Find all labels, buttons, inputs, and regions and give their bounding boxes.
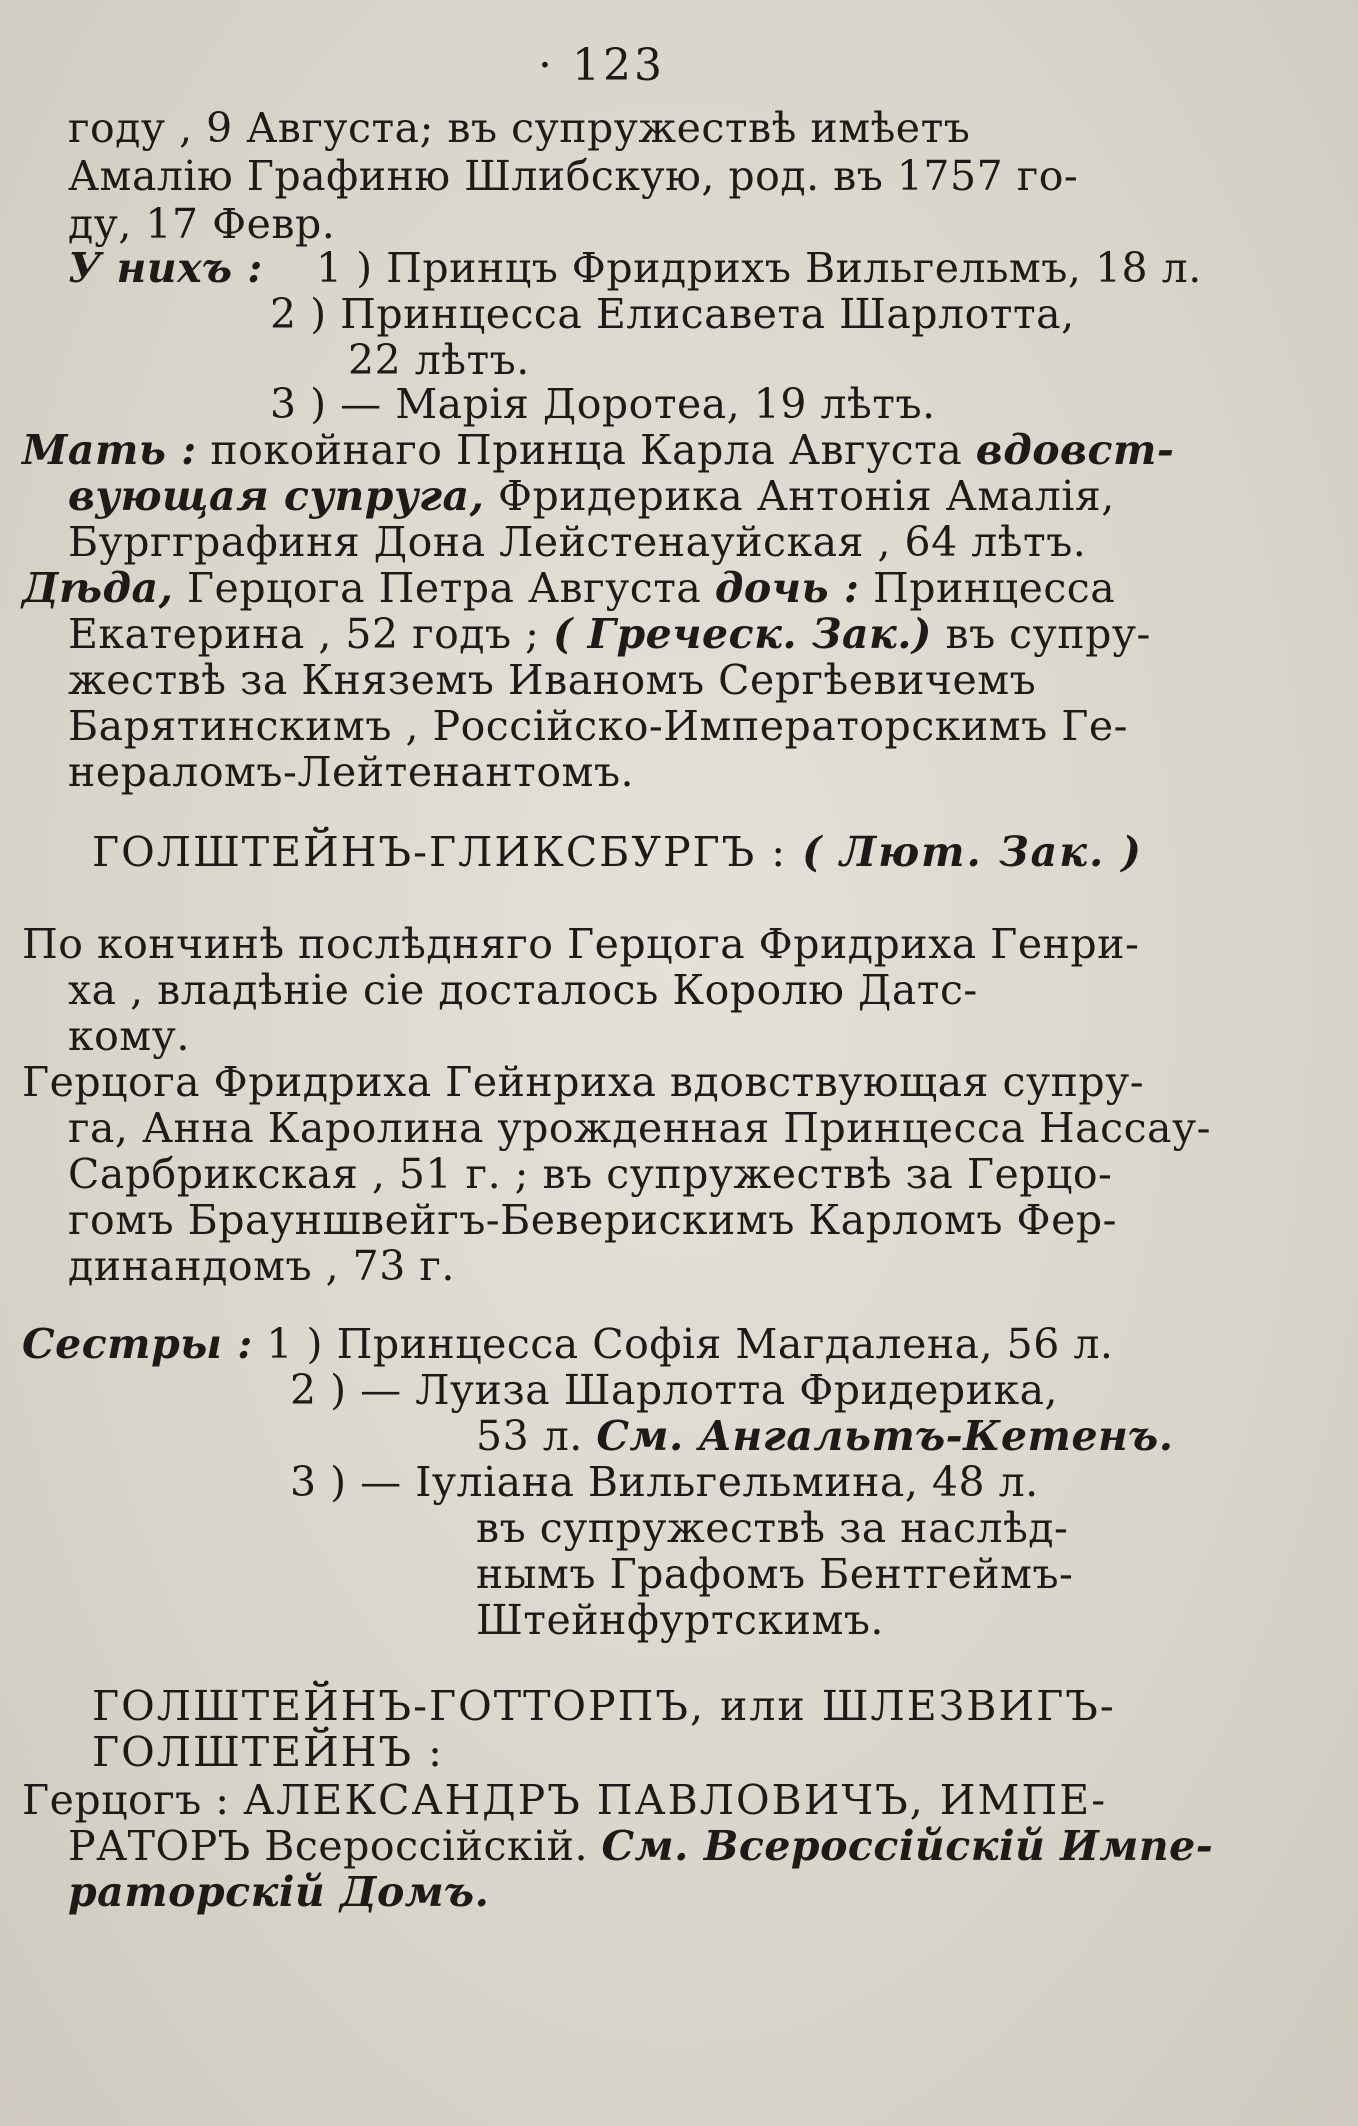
text-line: 22 лѣтъ. bbox=[348, 336, 530, 384]
italic-segment: вующая супруга, bbox=[68, 472, 485, 520]
list-number: 1 ) bbox=[316, 244, 373, 292]
text-line bbox=[68, 1822, 1213, 1870]
text-line: Штейнфуртскимъ. bbox=[476, 1596, 884, 1644]
text-line: По кончинѣ послѣдняго Герцога Фридриха Генри- bbox=[22, 920, 1140, 968]
list-number: 3 ) bbox=[290, 1458, 347, 1506]
text-line bbox=[476, 1412, 1174, 1460]
italic-segment: См. Всероссійскій Импе- bbox=[601, 1822, 1214, 1870]
text-line: ха , владѣніе сіе досталось Королю Датс- bbox=[68, 966, 978, 1014]
heading-title: ГОЛШТЕЙНЪ-ГЛИКСБУРГЪ : bbox=[92, 828, 788, 876]
italic-segment: дочь : bbox=[714, 564, 860, 612]
text-line: въ супружествѣ за наслѣд- bbox=[476, 1504, 1069, 1552]
text-line: жествѣ за Княземъ Иваномъ Сергѣевичемъ bbox=[68, 656, 1037, 704]
section-heading bbox=[92, 828, 1143, 876]
sisters-line-1 bbox=[22, 1320, 1113, 1368]
list-number: 2 ) bbox=[270, 290, 327, 338]
text-segment: Екатерина , 52 годъ ; bbox=[68, 610, 540, 658]
text-segment: Принцесса bbox=[873, 564, 1116, 612]
text-segment: РАТОРЪ Всероссійскій. bbox=[68, 1822, 588, 1870]
list-text: — Іуліана Вильгельмина, 48 л. bbox=[360, 1458, 1039, 1506]
list-number: 3 ) bbox=[270, 380, 327, 428]
children-line-2 bbox=[270, 290, 1075, 338]
list-text: — Луиза Шарлотта Фридерика, bbox=[360, 1366, 1059, 1414]
italic-segment: вдовст- bbox=[975, 426, 1175, 474]
list-number: 2 ) bbox=[290, 1366, 347, 1414]
sisters-line-2 bbox=[290, 1366, 1058, 1414]
italic-segment: раторскій Домъ. bbox=[68, 1868, 490, 1916]
text-line: Сарбрикская , 51 г. ; въ супружествѣ за Герцо- bbox=[68, 1150, 1113, 1198]
children-line-3 bbox=[270, 380, 936, 428]
grandfather-label: Дѣда, bbox=[22, 564, 174, 612]
text-line: га, Анна Каролина урожденная Принцесса Нассау- bbox=[68, 1104, 1211, 1152]
sisters-line-3 bbox=[290, 1458, 1039, 1506]
text-line bbox=[68, 610, 1151, 658]
text-line bbox=[68, 472, 1115, 520]
duke-label: Герцогъ : bbox=[22, 1776, 230, 1824]
text-segment: АЛЕКСАНДРЪ ПАВЛОВИЧЪ, ИМПЕ- bbox=[243, 1776, 1108, 1824]
mother-line bbox=[22, 426, 1174, 474]
text-segment: въ супру- bbox=[945, 610, 1151, 658]
list-text: Принцесса Елисавета Шарлотта, bbox=[340, 290, 1075, 338]
text-line bbox=[68, 1868, 489, 1916]
list-text: Принцесса Софія Магдалена, 56 л. bbox=[336, 1320, 1114, 1368]
text-line: гомъ Брауншвейгъ-Беверискимъ Карломъ Фер- bbox=[68, 1196, 1117, 1244]
page-number: · 123 bbox=[538, 40, 665, 91]
text-line: году , 9 Августа; въ супружествѣ имѣетъ bbox=[68, 104, 971, 152]
text-line: нераломъ-Лейтенантомъ. bbox=[68, 748, 635, 796]
mother-label: Мать : bbox=[22, 426, 197, 474]
duke-line bbox=[22, 1776, 1107, 1824]
section-heading: ГОЛШТЕЙНЪ-ГОТТОРПЪ, или ШЛЕЗВИГЪ- bbox=[92, 1682, 1116, 1730]
text-line: нымъ Графомъ Бентгеймъ- bbox=[476, 1550, 1074, 1598]
text-segment: 53 л. bbox=[476, 1412, 583, 1460]
text-line: Бургграфиня Дона Лейстенауйская , 64 лѣтъ. bbox=[68, 518, 1087, 566]
children-line-1 bbox=[68, 244, 1202, 292]
heading-note: ( Лют. Зак. ) bbox=[802, 828, 1143, 876]
section-heading: ГОЛШТЕЙНЪ : bbox=[92, 1728, 444, 1776]
text-line: кому. bbox=[68, 1012, 190, 1060]
text-segment: Герцога Петра Августа bbox=[186, 564, 702, 612]
italic-segment: См. Ангальтъ-Кетенъ. bbox=[596, 1412, 1174, 1460]
children-label: У нихъ : bbox=[68, 244, 263, 292]
list-text: — Марія Доротеа, 19 лѣтъ. bbox=[340, 380, 936, 428]
list-text: Принцъ Фридрихъ Вильгельмъ, 18 л. bbox=[386, 244, 1202, 292]
text-line: Барятинскимъ , Россійско-Императорскимъ Ге- bbox=[68, 702, 1128, 750]
list-number: 1 ) bbox=[266, 1320, 324, 1368]
text-line: Герцога Фридриха Гейнриха вдовствующая супру- bbox=[22, 1058, 1145, 1106]
text-line: ду, 17 Февр. bbox=[68, 200, 336, 248]
text-segment: покойнаго Принца Карла Августа bbox=[210, 426, 963, 474]
sisters-label: Сестры : bbox=[22, 1320, 253, 1368]
italic-segment: ( Греческ. Зак.) bbox=[552, 610, 932, 658]
grandfather-line bbox=[22, 564, 1115, 612]
text-segment: Фридерика Антонія Амалія, bbox=[497, 472, 1115, 520]
text-line: Амалію Графиню Шлибскую, род. въ 1757 го- bbox=[68, 152, 1079, 200]
text-line: динандомъ , 73 г. bbox=[68, 1242, 455, 1290]
